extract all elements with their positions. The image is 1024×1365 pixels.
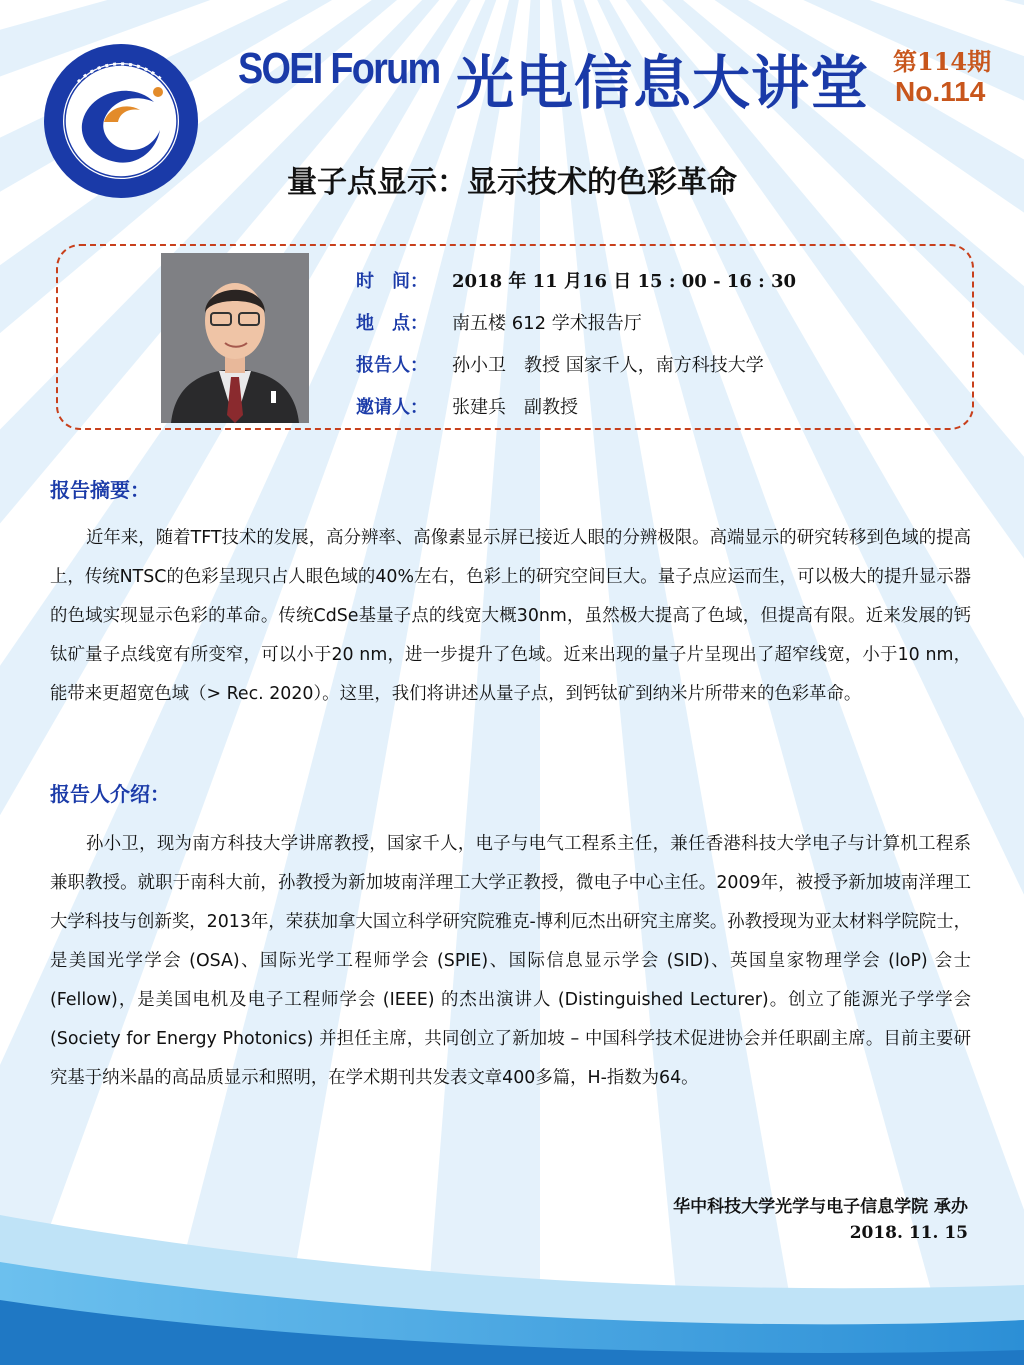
lecture-title: 量子点显示：显示技术的色彩革命: [287, 165, 737, 200]
forum-title-cn: 光电信息大讲堂: [456, 49, 870, 117]
bio-heading: 报告人介绍：: [50, 782, 170, 806]
place-label: 地 点：: [356, 313, 428, 334]
issue-number-cn: 第114期: [893, 47, 992, 76]
bio-text: 孙小卫，现为南方科技大学讲席教授，国家千人，电子与电气工程系主任，兼任香港科技大学电子与计算机工程系兼职教授。就职于南科大前，孙教授为新加坡南洋理工大学正教授，微电子中心主任。2009年，被授予新加坡南洋理工大学科技与创新奖，2013年，荣获加拿大国立科学研究院雅克-博利厄杰出研究主席奖。孙教授现为亚太材料学院院士，是美国光学学会 (OSA)、国际光学工程师学会 (SPIE)、国际信息显示学会 (SID)、英国皇家物理学会 (loP) 会士 (Fellow)，是美国电机及电子工程师学会 (IEEE) 的杰出演讲人 (Distinguished Lecturer)。创立了能源光子学学会 (Society for Energy Photonics) 并担任主席，共同创立了新加坡 – 中国科学技术促进协会并任职副主席。目前主要研究基于纳米晶的高品质显示和照明，在学术期刊共发表文章400多篇，H-指数为64。: [50, 834, 971, 1088]
time-label: 时 间：: [356, 271, 428, 292]
host-label: 邀请人：: [356, 397, 428, 418]
abstract-heading: 报告摘要：: [50, 478, 150, 502]
place-value: 南五楼 612 学术报告厅: [452, 313, 642, 334]
organizer: 华中科技大学光学与电子信息学院 承办: [673, 1197, 968, 1217]
info-place-row: [356, 309, 642, 335]
info-host-row: [356, 393, 578, 419]
poster-date: 2018. 11. 15: [849, 1223, 968, 1243]
info-speaker-row: [356, 351, 764, 377]
abstract-text: 近年来，随着TFT技术的发展，高分辨率、高像素显示屏已接近人眼的分辨极限。高端显示的研究转移到色域的提高上，传统NTSC的色彩呈现只占人眼色域的40%左右，色彩上的研究空间巨大。量子点应运而生，可以极大的提升显示器的色域实现显示色彩的革命。传统CdSe基量子点的线宽大概30nm，虽然极大提高了色域，但提高有限。近来发展的钙钛矿量子点线宽有所变窄，可以小于20 nm，进一步提升了色域。近来出现的量子片呈现出了超窄线宽，小于10 nm，能带来更超宽色域（> Rec. 2020）。这里，我们将讲述从量子点，到钙钛矿到纳米片所带来的色彩革命。: [50, 528, 971, 704]
speaker-photo: [161, 253, 309, 423]
time-value: 2018 年 11 月16 日 15 : 00 - 16 : 30: [452, 271, 797, 292]
forum-title-en: SOEI Forum: [238, 44, 440, 93]
speaker-label: 报告人：: [356, 355, 428, 376]
issue-number-en: No.114: [895, 76, 986, 107]
speaker-value: 孙小卫 教授 国家千人，南方科技大学: [452, 355, 764, 376]
host-value: 张建兵 副教授: [452, 397, 578, 418]
info-time-row: [356, 267, 796, 293]
